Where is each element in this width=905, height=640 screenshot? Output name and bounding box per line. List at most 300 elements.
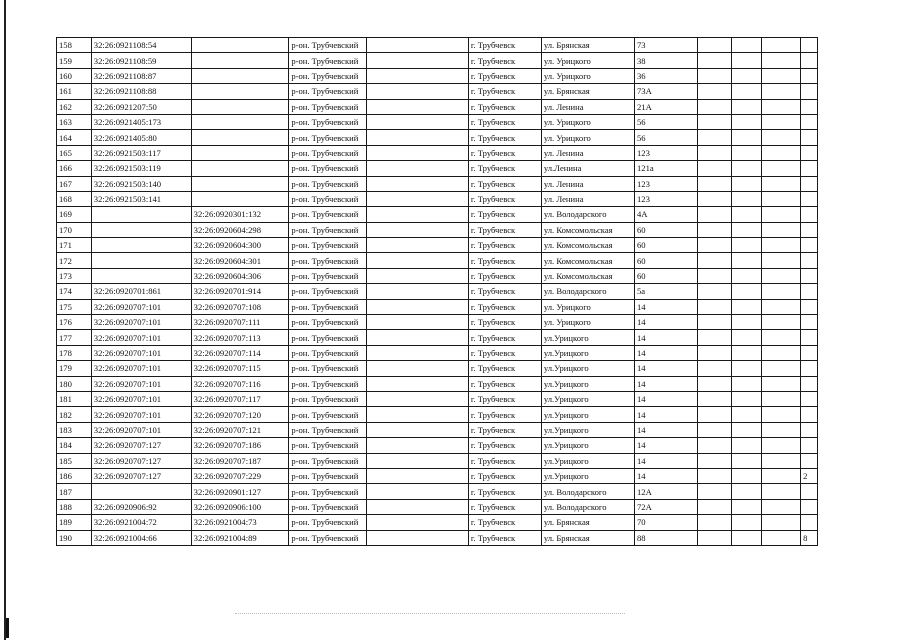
linked-cadastral-number-cell xyxy=(191,161,289,176)
extra-cell-4 xyxy=(801,238,818,253)
extra-cell-4 xyxy=(801,268,818,283)
table-row xyxy=(57,68,818,83)
house-number-cell: 14 xyxy=(634,407,697,422)
settlement-type-cell xyxy=(366,38,468,53)
street-cell: ул.Урицкого xyxy=(541,330,634,345)
street-cell: ул.Урицкого xyxy=(541,407,634,422)
settlement-type-cell xyxy=(366,114,468,129)
extra-cell-3 xyxy=(761,222,800,237)
house-number-cell: 14 xyxy=(634,315,697,330)
extra-cell-3 xyxy=(761,145,800,160)
settlement-type-cell xyxy=(366,407,468,422)
extra-cell-3 xyxy=(761,330,800,345)
district-cell: р-он. Трубчевский xyxy=(289,38,366,53)
linked-cadastral-number-cell: 32:26:0921004:73 xyxy=(191,515,289,530)
extra-cell-3 xyxy=(761,53,800,68)
table-row xyxy=(57,422,818,437)
settlement-type-cell xyxy=(366,284,468,299)
row-number-cell: 163 xyxy=(57,114,92,129)
cadastral-number-cell: 32:26:0921405:80 xyxy=(91,130,191,145)
city-cell: г. Трубчевск xyxy=(468,422,541,437)
street-cell: ул.Урицкого xyxy=(541,391,634,406)
extra-cell-4 xyxy=(801,145,818,160)
extra-cell-2 xyxy=(731,315,761,330)
extra-cell-2 xyxy=(731,191,761,206)
settlement-type-cell xyxy=(366,484,468,499)
table-row xyxy=(57,238,818,253)
district-cell: р-он. Трубчевский xyxy=(289,68,366,83)
extra-cell-2 xyxy=(731,84,761,99)
extra-cell-3 xyxy=(761,114,800,129)
extra-cell-3 xyxy=(761,453,800,468)
settlement-type-cell xyxy=(366,468,468,483)
street-cell: ул.Урицкого xyxy=(541,438,634,453)
extra-cell-4 xyxy=(801,499,818,514)
district-cell: р-он. Трубчевский xyxy=(289,253,366,268)
extra-cell-4 xyxy=(801,207,818,222)
table-row xyxy=(57,438,818,453)
extra-cell-4 xyxy=(801,38,818,53)
scan-noise xyxy=(235,613,625,615)
cadastral-number-cell: 32:26:0920707:101 xyxy=(91,376,191,391)
street-cell: ул. Брянская xyxy=(541,84,634,99)
extra-cell-1 xyxy=(697,438,731,453)
settlement-type-cell xyxy=(366,422,468,437)
city-cell: г. Трубчевск xyxy=(468,530,541,545)
house-number-cell: 14 xyxy=(634,330,697,345)
extra-cell-2 xyxy=(731,330,761,345)
extra-cell-1 xyxy=(697,422,731,437)
settlement-type-cell xyxy=(366,530,468,545)
cadastral-number-cell: 32:26:0920707:127 xyxy=(91,453,191,468)
table-row xyxy=(57,407,818,422)
extra-cell-4 xyxy=(801,376,818,391)
extra-cell-3 xyxy=(761,422,800,437)
street-cell: ул. Володарского xyxy=(541,484,634,499)
extra-cell-3 xyxy=(761,315,800,330)
house-number-cell: 5а xyxy=(634,284,697,299)
row-number-cell: 181 xyxy=(57,391,92,406)
extra-cell-3 xyxy=(761,468,800,483)
table-row xyxy=(57,299,818,314)
city-cell: г. Трубчевск xyxy=(468,468,541,483)
linked-cadastral-number-cell xyxy=(191,84,289,99)
extra-cell-4 xyxy=(801,361,818,376)
house-number-cell: 60 xyxy=(634,268,697,283)
city-cell: г. Трубчевск xyxy=(468,515,541,530)
row-number-cell: 160 xyxy=(57,68,92,83)
city-cell: г. Трубчевск xyxy=(468,284,541,299)
cadastral-number-cell: 32:26:0920707:101 xyxy=(91,407,191,422)
city-cell: г. Трубчевск xyxy=(468,161,541,176)
district-cell: р-он. Трубчевский xyxy=(289,191,366,206)
cadastral-number-cell: 32:26:0920707:127 xyxy=(91,468,191,483)
linked-cadastral-number-cell: 32:26:0920604:306 xyxy=(191,268,289,283)
extra-cell-4 xyxy=(801,284,818,299)
table-row xyxy=(57,391,818,406)
settlement-type-cell xyxy=(366,176,468,191)
extra-cell-1 xyxy=(697,515,731,530)
cadastral-number-cell xyxy=(91,222,191,237)
extra-cell-1 xyxy=(697,453,731,468)
settlement-type-cell xyxy=(366,99,468,114)
row-number-cell: 178 xyxy=(57,345,92,360)
scan-edge-line xyxy=(4,0,6,640)
extra-cell-3 xyxy=(761,161,800,176)
row-number-cell: 170 xyxy=(57,222,92,237)
house-number-cell: 14 xyxy=(634,422,697,437)
extra-cell-2 xyxy=(731,99,761,114)
table-row xyxy=(57,84,818,99)
city-cell: г. Трубчевск xyxy=(468,499,541,514)
district-cell: р-он. Трубчевский xyxy=(289,161,366,176)
cadastral-number-cell xyxy=(91,207,191,222)
district-cell: р-он. Трубчевский xyxy=(289,438,366,453)
extra-cell-4 xyxy=(801,299,818,314)
cadastral-number-cell: 32:26:0920707:101 xyxy=(91,299,191,314)
district-cell: р-он. Трубчевский xyxy=(289,484,366,499)
row-number-cell: 187 xyxy=(57,484,92,499)
district-cell: р-он. Трубчевский xyxy=(289,345,366,360)
district-cell: р-он. Трубчевский xyxy=(289,499,366,514)
cadastral-number-cell: 32:26:0921004:66 xyxy=(91,530,191,545)
extra-cell-4 xyxy=(801,330,818,345)
cadastral-number-cell: 32:26:0920707:101 xyxy=(91,422,191,437)
table-row xyxy=(57,268,818,283)
house-number-cell: 70 xyxy=(634,515,697,530)
cadastral-number-cell: 32:26:0920707:101 xyxy=(91,330,191,345)
city-cell: г. Трубчевск xyxy=(468,68,541,83)
street-cell: ул. Урицкого xyxy=(541,130,634,145)
city-cell: г. Трубчевск xyxy=(468,299,541,314)
settlement-type-cell xyxy=(366,84,468,99)
row-number-cell: 173 xyxy=(57,268,92,283)
linked-cadastral-number-cell: 32:26:0920701:914 xyxy=(191,284,289,299)
house-number-cell: 14 xyxy=(634,391,697,406)
extra-cell-3 xyxy=(761,99,800,114)
table-row xyxy=(57,176,818,191)
linked-cadastral-number-cell: 32:26:0920906:100 xyxy=(191,499,289,514)
city-cell: г. Трубчевск xyxy=(468,315,541,330)
house-number-cell: 60 xyxy=(634,253,697,268)
house-number-cell: 14 xyxy=(634,345,697,360)
extra-cell-3 xyxy=(761,361,800,376)
extra-cell-2 xyxy=(731,299,761,314)
row-number-cell: 166 xyxy=(57,161,92,176)
extra-cell-3 xyxy=(761,345,800,360)
extra-cell-2 xyxy=(731,284,761,299)
cadastral-number-cell: 32:26:0921108:88 xyxy=(91,84,191,99)
table-row xyxy=(57,515,818,530)
linked-cadastral-number-cell: 32:26:0920604:298 xyxy=(191,222,289,237)
cadastral-number-cell xyxy=(91,268,191,283)
city-cell: г. Трубчевск xyxy=(468,145,541,160)
row-number-cell: 175 xyxy=(57,299,92,314)
district-cell: р-он. Трубчевский xyxy=(289,330,366,345)
district-cell: р-он. Трубчевский xyxy=(289,530,366,545)
extra-cell-3 xyxy=(761,38,800,53)
extra-cell-2 xyxy=(731,268,761,283)
linked-cadastral-number-cell xyxy=(191,68,289,83)
cadastral-number-cell: 32:26:0920707:101 xyxy=(91,391,191,406)
street-cell: ул. Комсомольская xyxy=(541,268,634,283)
house-number-cell: 4А xyxy=(634,207,697,222)
extra-cell-1 xyxy=(697,130,731,145)
extra-cell-4 xyxy=(801,99,818,114)
extra-cell-4 xyxy=(801,391,818,406)
extra-cell-1 xyxy=(697,345,731,360)
city-cell: г. Трубчевск xyxy=(468,53,541,68)
street-cell: ул. Володарского xyxy=(541,284,634,299)
extra-cell-2 xyxy=(731,130,761,145)
extra-cell-2 xyxy=(731,68,761,83)
extra-cell-1 xyxy=(697,315,731,330)
settlement-type-cell xyxy=(366,191,468,206)
table-row xyxy=(57,315,818,330)
house-number-cell: 60 xyxy=(634,238,697,253)
street-cell: ул.Ленина xyxy=(541,161,634,176)
linked-cadastral-number-cell: 32:26:0920301:132 xyxy=(191,207,289,222)
house-number-cell: 14 xyxy=(634,299,697,314)
row-number-cell: 182 xyxy=(57,407,92,422)
city-cell: г. Трубчевск xyxy=(468,438,541,453)
extra-cell-4 xyxy=(801,345,818,360)
row-number-cell: 176 xyxy=(57,315,92,330)
cadastral-number-cell xyxy=(91,253,191,268)
district-cell: р-он. Трубчевский xyxy=(289,376,366,391)
extra-cell-3 xyxy=(761,530,800,545)
table-row xyxy=(57,453,818,468)
street-cell: ул.Урицкого xyxy=(541,376,634,391)
city-cell: г. Трубчевск xyxy=(468,114,541,129)
extra-cell-4 xyxy=(801,438,818,453)
house-number-cell: 123 xyxy=(634,191,697,206)
city-cell: г. Трубчевск xyxy=(468,330,541,345)
settlement-type-cell xyxy=(366,238,468,253)
city-cell: г. Трубчевск xyxy=(468,84,541,99)
extra-cell-1 xyxy=(697,284,731,299)
row-number-cell: 159 xyxy=(57,53,92,68)
scan-edge-mark xyxy=(6,618,9,638)
extra-cell-4: 8 xyxy=(801,530,818,545)
cadastral-number-cell xyxy=(91,238,191,253)
extra-cell-2 xyxy=(731,38,761,53)
table-row xyxy=(57,222,818,237)
table-row xyxy=(57,145,818,160)
extra-cell-2 xyxy=(731,222,761,237)
city-cell: г. Трубчевск xyxy=(468,484,541,499)
linked-cadastral-number-cell: 32:26:0921004:89 xyxy=(191,530,289,545)
house-number-cell: 73 xyxy=(634,38,697,53)
table-row xyxy=(57,530,818,545)
row-number-cell: 168 xyxy=(57,191,92,206)
extra-cell-3 xyxy=(761,268,800,283)
extra-cell-1 xyxy=(697,253,731,268)
extra-cell-3 xyxy=(761,438,800,453)
settlement-type-cell xyxy=(366,145,468,160)
cadastral-number-cell: 32:26:0921503:141 xyxy=(91,191,191,206)
row-number-cell: 174 xyxy=(57,284,92,299)
linked-cadastral-number-cell: 32:26:0920604:301 xyxy=(191,253,289,268)
row-number-cell: 172 xyxy=(57,253,92,268)
extra-cell-1 xyxy=(697,222,731,237)
table-row xyxy=(57,361,818,376)
street-cell: ул.Урицкого xyxy=(541,453,634,468)
row-number-cell: 165 xyxy=(57,145,92,160)
linked-cadastral-number-cell xyxy=(191,130,289,145)
table-row xyxy=(57,284,818,299)
extra-cell-1 xyxy=(697,530,731,545)
extra-cell-1 xyxy=(697,191,731,206)
linked-cadastral-number-cell: 32:26:0920707:186 xyxy=(191,438,289,453)
street-cell: ул. Ленина xyxy=(541,99,634,114)
extra-cell-4 xyxy=(801,407,818,422)
street-cell: ул. Комсомольская xyxy=(541,222,634,237)
district-cell: р-он. Трубчевский xyxy=(289,53,366,68)
city-cell: г. Трубчевск xyxy=(468,376,541,391)
linked-cadastral-number-cell xyxy=(191,145,289,160)
extra-cell-2 xyxy=(731,207,761,222)
city-cell: г. Трубчевск xyxy=(468,38,541,53)
street-cell: ул. Брянская xyxy=(541,38,634,53)
extra-cell-3 xyxy=(761,376,800,391)
extra-cell-1 xyxy=(697,68,731,83)
extra-cell-4 xyxy=(801,222,818,237)
linked-cadastral-number-cell: 32:26:0920707:108 xyxy=(191,299,289,314)
extra-cell-2 xyxy=(731,376,761,391)
cadastral-number-cell: 32:26:0921108:87 xyxy=(91,68,191,83)
street-cell: ул.Урицкого xyxy=(541,345,634,360)
extra-cell-1 xyxy=(697,238,731,253)
extra-cell-2 xyxy=(731,145,761,160)
table-body xyxy=(57,38,818,546)
extra-cell-4 xyxy=(801,422,818,437)
settlement-type-cell xyxy=(366,299,468,314)
table-row xyxy=(57,38,818,53)
row-number-cell: 161 xyxy=(57,84,92,99)
extra-cell-2 xyxy=(731,407,761,422)
city-cell: г. Трубчевск xyxy=(468,130,541,145)
extra-cell-2 xyxy=(731,345,761,360)
extra-cell-2 xyxy=(731,53,761,68)
city-cell: г. Трубчевск xyxy=(468,361,541,376)
cadastral-number-cell: 32:26:0920707:101 xyxy=(91,315,191,330)
row-number-cell: 190 xyxy=(57,530,92,545)
street-cell: ул. Володарского xyxy=(541,499,634,514)
settlement-type-cell xyxy=(366,222,468,237)
house-number-cell: 73А xyxy=(634,84,697,99)
extra-cell-4 xyxy=(801,191,818,206)
extra-cell-1 xyxy=(697,391,731,406)
district-cell: р-он. Трубчевский xyxy=(289,130,366,145)
street-cell: ул. Ленина xyxy=(541,145,634,160)
extra-cell-4 xyxy=(801,515,818,530)
extra-cell-4 xyxy=(801,68,818,83)
district-cell: р-он. Трубчевский xyxy=(289,268,366,283)
extra-cell-1 xyxy=(697,53,731,68)
extra-cell-1 xyxy=(697,38,731,53)
extra-cell-1 xyxy=(697,84,731,99)
settlement-type-cell xyxy=(366,391,468,406)
extra-cell-2 xyxy=(731,515,761,530)
linked-cadastral-number-cell: 32:26:0920707:229 xyxy=(191,468,289,483)
settlement-type-cell xyxy=(366,315,468,330)
settlement-type-cell xyxy=(366,53,468,68)
city-cell: г. Трубчевск xyxy=(468,268,541,283)
settlement-type-cell xyxy=(366,68,468,83)
linked-cadastral-number-cell: 32:26:0920707:121 xyxy=(191,422,289,437)
table-row xyxy=(57,114,818,129)
district-cell: р-он. Трубчевский xyxy=(289,145,366,160)
extra-cell-1 xyxy=(697,484,731,499)
settlement-type-cell xyxy=(366,330,468,345)
settlement-type-cell xyxy=(366,345,468,360)
cadastral-number-cell: 32:26:0921207:50 xyxy=(91,99,191,114)
city-cell: г. Трубчевск xyxy=(468,253,541,268)
extra-cell-3 xyxy=(761,391,800,406)
settlement-type-cell xyxy=(366,207,468,222)
city-cell: г. Трубчевск xyxy=(468,345,541,360)
settlement-type-cell xyxy=(366,453,468,468)
cadastral-number-cell: 32:26:0920701:861 xyxy=(91,284,191,299)
city-cell: г. Трубчевск xyxy=(468,238,541,253)
extra-cell-1 xyxy=(697,145,731,160)
extra-cell-3 xyxy=(761,238,800,253)
extra-cell-2 xyxy=(731,453,761,468)
house-number-cell: 14 xyxy=(634,468,697,483)
street-cell: ул.Урицкого xyxy=(541,422,634,437)
row-number-cell: 164 xyxy=(57,130,92,145)
cadastral-number-cell: 32:26:0921004:72 xyxy=(91,515,191,530)
extra-cell-2 xyxy=(731,253,761,268)
extra-cell-2 xyxy=(731,391,761,406)
extra-cell-4 xyxy=(801,53,818,68)
extra-cell-2 xyxy=(731,238,761,253)
city-cell: г. Трубчевск xyxy=(468,222,541,237)
row-number-cell: 186 xyxy=(57,468,92,483)
cadastral-number-cell: 32:26:0921503:119 xyxy=(91,161,191,176)
extra-cell-4 xyxy=(801,315,818,330)
district-cell: р-он. Трубчевский xyxy=(289,84,366,99)
extra-cell-3 xyxy=(761,68,800,83)
linked-cadastral-number-cell xyxy=(191,114,289,129)
district-cell: р-он. Трубчевский xyxy=(289,238,366,253)
settlement-type-cell xyxy=(366,361,468,376)
district-cell: р-он. Трубчевский xyxy=(289,284,366,299)
extra-cell-1 xyxy=(697,299,731,314)
street-cell: ул. Ленина xyxy=(541,191,634,206)
row-number-cell: 183 xyxy=(57,422,92,437)
house-number-cell: 88 xyxy=(634,530,697,545)
table-row xyxy=(57,376,818,391)
street-cell: ул. Урицкого xyxy=(541,315,634,330)
linked-cadastral-number-cell: 32:26:0920707:114 xyxy=(191,345,289,360)
district-cell: р-он. Трубчевский xyxy=(289,176,366,191)
extra-cell-1 xyxy=(697,114,731,129)
table-row xyxy=(57,499,818,514)
table-row xyxy=(57,99,818,114)
district-cell: р-он. Трубчевский xyxy=(289,422,366,437)
row-number-cell: 162 xyxy=(57,99,92,114)
row-number-cell: 184 xyxy=(57,438,92,453)
linked-cadastral-number-cell: 32:26:0920901:127 xyxy=(191,484,289,499)
street-cell: ул. Брянская xyxy=(541,530,634,545)
extra-cell-1 xyxy=(697,176,731,191)
row-number-cell: 189 xyxy=(57,515,92,530)
extra-cell-1 xyxy=(697,99,731,114)
city-cell: г. Трубчевск xyxy=(468,207,541,222)
city-cell: г. Трубчевск xyxy=(468,453,541,468)
